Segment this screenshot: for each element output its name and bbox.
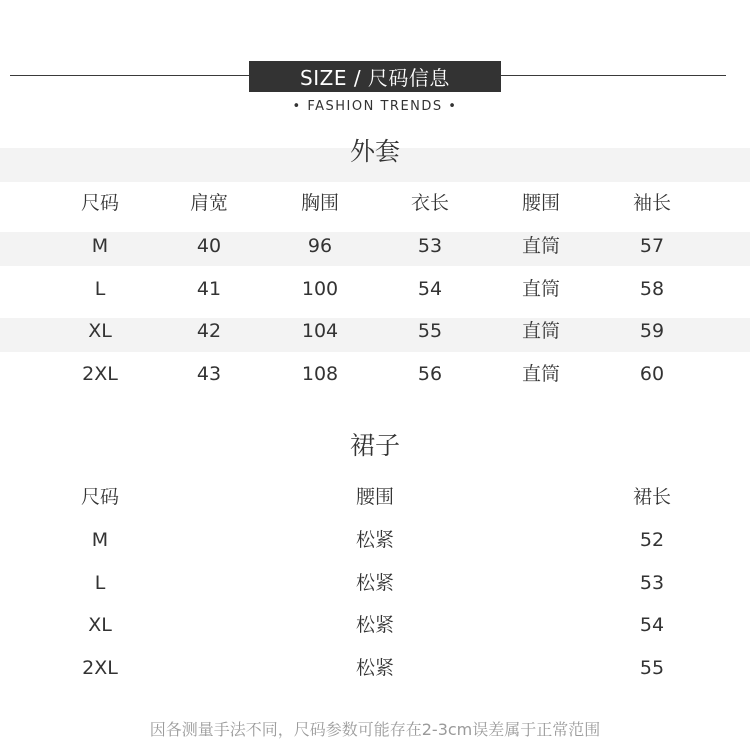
bust-cell: 108	[301, 363, 339, 385]
table-row	[0, 608, 750, 642]
waist-cell: 松紧	[355, 529, 395, 551]
shoulder-cell: 41	[196, 278, 222, 300]
header-rule-right	[500, 75, 726, 76]
waist-cell: 直筒	[521, 278, 561, 300]
sleeve-cell: 60	[639, 363, 665, 385]
sleeve-cell: 57	[639, 235, 665, 257]
size-cell: XL	[88, 320, 112, 342]
bust-cell: 104	[301, 320, 339, 342]
jacket-header-cell: 肩宽	[189, 192, 229, 214]
size-cell: 2XL	[82, 363, 118, 385]
waist-cell: 松紧	[355, 657, 395, 679]
jacket-section-title: 外套	[349, 137, 400, 166]
header-rule-left	[10, 75, 250, 76]
table-row	[0, 566, 750, 600]
size-cell: XL	[88, 614, 112, 636]
jacket-header-cell: 衣长	[410, 192, 450, 214]
table-row	[0, 523, 750, 557]
shoulder-cell: 40	[196, 235, 222, 257]
size-banner: SIZE / 尺码信息	[249, 61, 501, 92]
jacket-header-cell: 袖长	[632, 192, 672, 214]
table-row	[0, 314, 750, 348]
skirt-length-cell: 53	[639, 572, 665, 594]
bust-cell: 96	[307, 235, 333, 257]
shoulder-cell: 42	[196, 320, 222, 342]
jacket-header-cell: 胸围	[300, 192, 340, 214]
size-cell: L	[94, 278, 106, 300]
length-cell: 56	[417, 363, 443, 385]
fashion-trends-subtitle: • FASHION TRENDS •	[292, 99, 458, 114]
waist-cell: 松紧	[355, 572, 395, 594]
size-cell: M	[91, 235, 109, 257]
skirt-length-cell: 54	[639, 614, 665, 636]
jacket-header-cell: 尺码	[80, 192, 120, 214]
length-cell: 55	[417, 320, 443, 342]
waist-cell: 直筒	[521, 235, 561, 257]
table-row	[0, 272, 750, 306]
table-row	[0, 229, 750, 263]
length-cell: 54	[417, 278, 443, 300]
skirt-header-row	[0, 480, 750, 514]
size-cell: 2XL	[82, 657, 118, 679]
sleeve-cell: 59	[639, 320, 665, 342]
skirt-header-cell: 裙长	[632, 486, 672, 508]
table-row	[0, 357, 750, 391]
waist-cell: 松紧	[355, 614, 395, 636]
skirt-length-cell: 52	[639, 529, 665, 551]
waist-cell: 直筒	[521, 363, 561, 385]
bust-cell: 100	[301, 278, 339, 300]
length-cell: 53	[417, 235, 443, 257]
skirt-section-title: 裙子	[349, 431, 400, 460]
size-cell: L	[94, 572, 106, 594]
skirt-header-cell: 腰围	[355, 486, 395, 508]
waist-cell: 直筒	[521, 320, 561, 342]
sleeve-cell: 58	[639, 278, 665, 300]
size-cell: M	[91, 529, 109, 551]
shoulder-cell: 43	[196, 363, 222, 385]
skirt-header-cell: 尺码	[80, 486, 120, 508]
skirt-length-cell: 55	[639, 657, 665, 679]
jacket-header-row	[0, 186, 750, 220]
table-row	[0, 651, 750, 685]
measurement-footnote: 因各测量手法不同，尺码参数可能存在2-3cm误差属于正常范围	[149, 720, 601, 739]
jacket-header-cell: 腰围	[521, 192, 561, 214]
